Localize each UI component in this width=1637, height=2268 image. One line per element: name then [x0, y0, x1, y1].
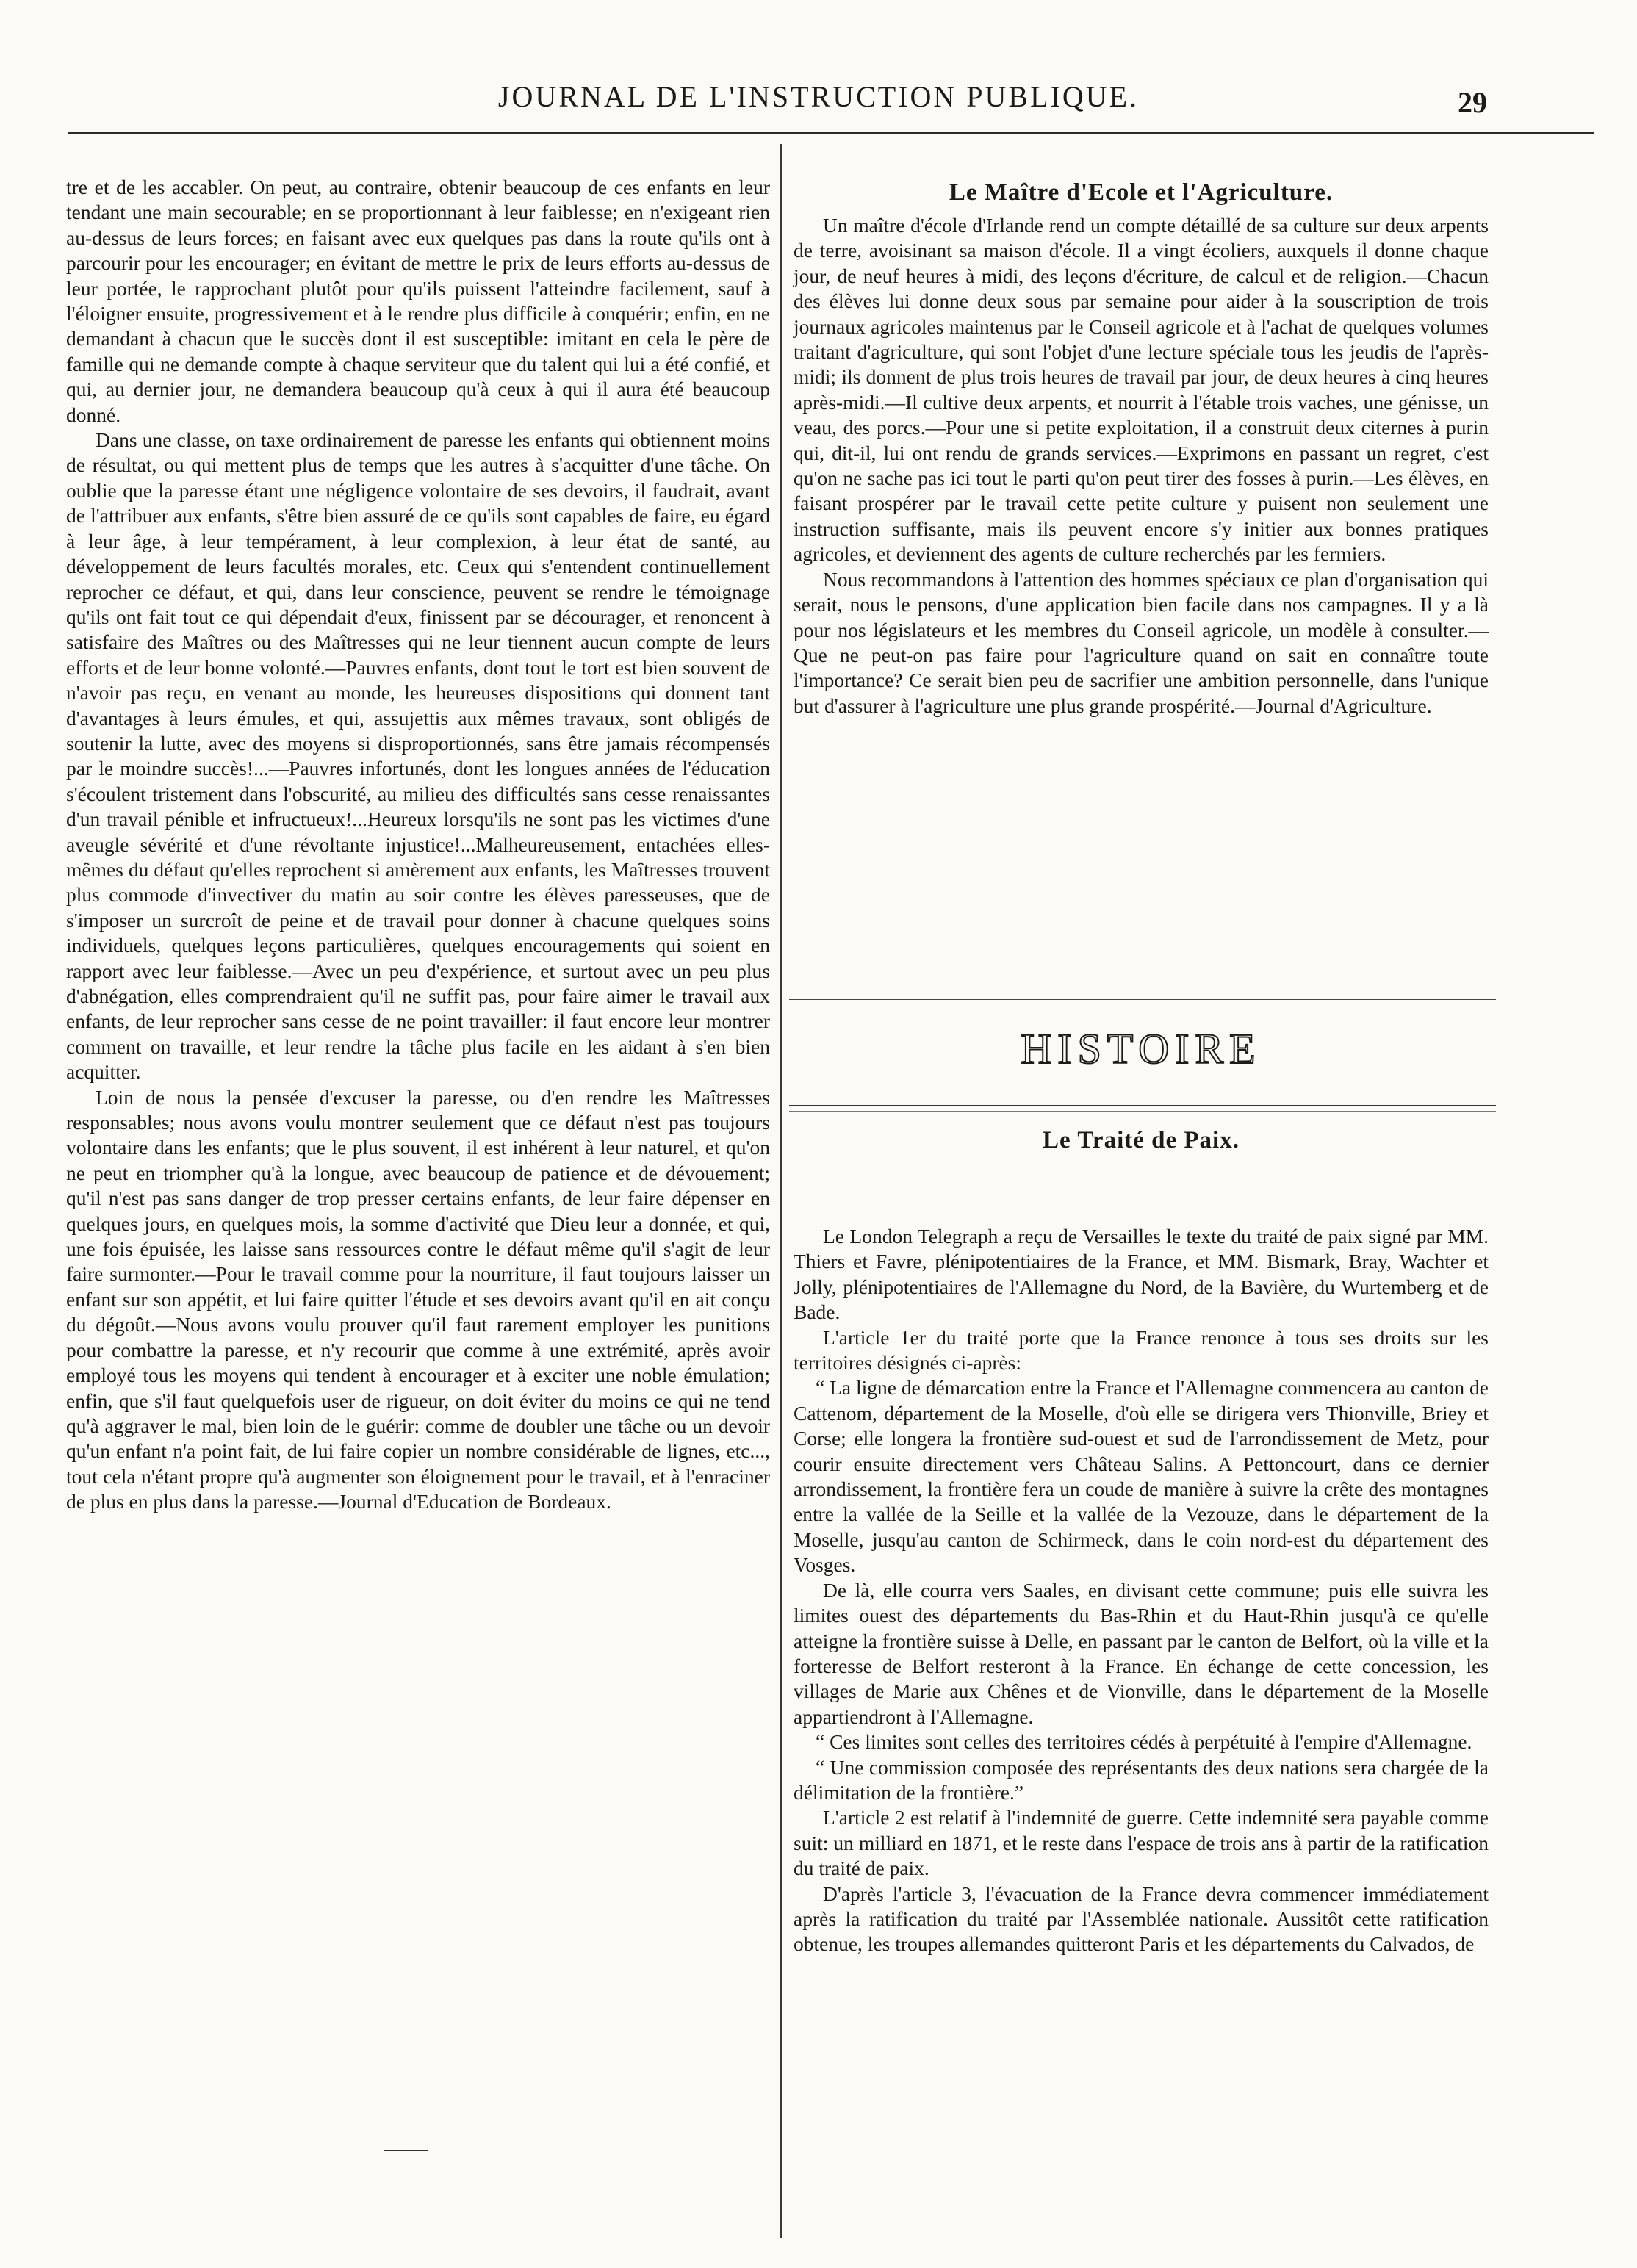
- traite-paragraph-8: D'après l'article 3, l'évacuation de la France devra commencer immédiatement après la ratification du traité par l'Assemblée nationale. Aussitôt cette ratification obtenue, les troupes allemandes quitteront Paris et les départements du Calvados, de: [794, 1882, 1489, 1956]
- column-divider: [780, 144, 782, 2238]
- header-rule: [68, 132, 1594, 134]
- agriculture-article-body: [794, 213, 1489, 719]
- left-paragraph-1: tre et de les accabler. On peut, au contraire, obtenir beaucoup de ces enfants en leur tendant une main secourable; en se proportionnant à leur faiblesse; en n'exigeant rien au-dessus de leurs forces; en faisant avec eux quelques pas dans la route qu'ils ont à parcourir pour les encourager; en évitant de mettre le prix de leurs efforts au-dessus de leur portée, le rapprochant plutôt pour qu'ils puissent l'atteindre facilement, sauf à l'éloigner ensuite, progressivement et à le rendre plus difficile à conquérir; enfin, en ne demandant à chacun que le succès dont il est susceptible: imitant en cela le père de famille qui ne demande compte à chaque serviteur que du talent qui lui a été confié, et qui, au dernier jour, ne demandera beaucoup qu'à ceux à qui il aura été beaucoup donné.: [66, 176, 770, 426]
- traite-paragraph-6: “ Une commission composée des représentants des deux nations sera chargée de la délimitation de la frontière.”: [794, 1755, 1489, 1804]
- traite-paragraph-2: L'article 1er du traité porte que la France renonce à tous ses droits sur les territoires désignés ci-après:: [794, 1325, 1489, 1375]
- traite-article-title: Le Traité de Paix.: [1043, 1127, 1240, 1153]
- page-number: 29: [1458, 86, 1487, 119]
- traite-paragraph-7: L'article 2 est relatif à l'indemnité de guerre. Cette indemnité sera payable comme suit: un milliard en 1871, et le reste dans l'espace de trois ans à partir de la ratification du traité de paix.: [794, 1806, 1489, 1880]
- traite-paragraph-5: “ Ces limites sont celles des territoires cédés à perpétuité à l'empire d'Allemagne.: [816, 1730, 1472, 1754]
- article-end-rule: [384, 2150, 428, 2151]
- left-paragraph-3: Loin de nous la pensée d'excuser la paresse, ou d'en rendre les Maîtresses responsables; nous avons voulu montrer seulement que ce défaut n'est pas toujours volontaire dans les enfants; que le plus souvent, il est inhérent à leur naturel, et qu'on ne peut en triompher qu'à la longue, avec beaucoup de patience et de dévouement; qu'il n'est pas sans danger de trop presser certains enfants, de leur faire dépenser en quelques jours, en quelques mois, la somme d'activité que Dieu leur a donnée, et qui, une fois épuisée, les laisse sans ressources contre le défaut même qu'il s'agit de leur faire surmonter.—Pour le travail comme pour la nourriture, il faut toujours laisser un enfant sur son appétit, et lui faire quitter l'étude et ses devoirs avant qu'il en ait conçu du dégoût.—Nous avons voulu prouver qu'il faut rarement employer les punitions pour combattre la paresse, et n'y recourir que comme à une extrémité, après avoir employé tous les moyens qui tendent à encourager et à exciter une noble émulation; enfin, que s'il faut quelquefois user de rigueur, on doit éviter du moins ce qui ne tend qu'à aggraver le mal, bien loin de le guérir: comme de doubler une tâche ou un devoir qu'un enfant n'a point fait, de lui faire copier un nombre considérable de lignes, etc..., tout cela n'étant propre qu'à augmenter son éloignement pour le travail, et à l'enraciner de plus en plus dans la paresse.—Journal d'Education de Bordeaux.: [66, 1085, 770, 1513]
- agriculture-paragraph-2: Nous recommandons à l'attention des hommes spéciaux ce plan d'organisation qui serait, nous le pensons, d'une application bien facile dans nos campagnes. Il y a là pour nos législateurs et les membres du Conseil agricole, un modèle à consulter.—Que ne peut-on pas faire pour l'agriculture quand on sait en connaître toute l'importance? Ce serait bien peu de sacrifier une ambition personnelle, dans l'unique but d'assurer à l'agriculture une plus grande prospérité.—Journal d'Agriculture.: [794, 567, 1489, 717]
- traite-paragraph-1: Le London Telegraph a reçu de Versailles le texte du traité de paix signé par MM. Thiers et Favre, plénipotentiaires de la France, et MM. Bismark, Bray, Wachter et Jolly, plénipotentiaires de l'Allemagne du Nord, de la Bavière, du Wurtemberg et de Bade.: [794, 1225, 1489, 1324]
- agriculture-article-title: Le Maître d'Ecole et l'Agriculture.: [949, 179, 1334, 206]
- traite-paragraph-3: “ La ligne de démarcation entre la France et l'Allemagne commencera au canton de Cattenom, département de la Moselle, d'où elle se dirigera vers Thionville, Briey et Corse; elle longera la frontière sud-ouest et sud de l'arrondissement de Metz, pour courir ensuite directement vers Château Salins. A Pettoncourt, dans ce dernier arrondissement, la frontière fera un coude de manière à suivre la crête des montagnes entre la vallée de la Seille et la vallée de la Vezouze, dans le département de la Moselle, jusqu'au canton de Schirmeck, dans le coin nord-est du département des Vosges.: [794, 1376, 1489, 1577]
- histoire-rule-thin: [789, 1111, 1496, 1112]
- histoire-rule: [789, 1105, 1496, 1106]
- left-column: [66, 175, 770, 1515]
- histoire-heading: HISTOIRE: [1021, 1025, 1262, 1073]
- agriculture-paragraph-1: Un maître d'école d'Irlande rend un compte détaillé de sa culture sur deux arpents de terre, avoisinant sa maison d'école. Il a vingt écoliers, auxquels il donne chaque jour, de neuf heures à midi, des leçons d'écriture, de calcul et de religion.—Chacun des élèves lui donne deux sous par semaine pour aider à la souscription de trois journaux agricoles maintenus par le Conseil agricole et à l'achat de quelques volumes traitant d'agriculture, qui sont l'objet d'une lecture spéciale tous les jeudis de l'après-midi; ils donnent de plus trois heures de travail par jour, de deux heures à cinq heures après-midi.—Il cultive deux arpents, et nourrit à l'étable trois vaches, une génisse, un veau, des porcs.—Pour une si petite exploitation, il a construit deux citernes à purin qui, dit-il, lui ont rendu de grands services.—Exprimons en passant un regret, c'est qu'on ne sache pas ici tout le parti qu'on peut tirer des fosses à purin.—Les élèves, en faisant prospérer par le travail cette petite culture y puisent non seulement une instruction suffisante, mais ils peuvent encore s'y initier aux bonnes pratiques agricoles, et deviennent des agents de culture recherchés par les fermiers.: [794, 214, 1489, 566]
- traite-article-body: [794, 1224, 1489, 1957]
- left-paragraph-2: Dans une classe, on taxe ordinairement de paresse les enfants qui obtiennent moins de résultat, ou qui mettent plus de temps que les autres à s'acquitter d'une tâche. On oublie que la paresse étant une négligence volontaire de ses devoirs, il faudrait, avant de l'attribuer aux enfants, s'être bien assuré de ce qu'ils sont capables de faire, eu égard à leur âge, à leur tempérament, à leur complexion, à leur état de santé, au développement de leurs facultés morales, etc. Ceux qui s'entendent continuellement reprocher ce défaut, et qui, dans leur conscience, peuvent se rendre le témoignage qu'ils ont fait tout ce qui dépendait d'eux, finissent par se décourager, et renoncent à satisfaire des Maîtres ou des Maîtresses qui ne leur tiennent aucun compte de leurs efforts et de leur bonne volonté.—Pauvres enfants, dont tout le tort est bien souvent de n'avoir pas reçu, en venant au monde, les heureuses dispositions qui donnent tant d'avantages à leurs émules, et qui, assujettis aux mêmes travaux, sont obligés de soutenir la lutte, avec des moyens si disproportionnés, sans être jamais récompensés par le moindre succès!...—Pauvres infortunés, dont les longues années de l'éducation s'écoulent tristement dans l'obscurité, au milieu des difficultés sans cesse renaissantes d'un travail pénible et infructueux!...Heureux lorsqu'ils ne sont pas les victimes d'une aveugle sévérité et d'une révoltante injustice!...Malheureusement, entachées elles-mêmes du défaut qu'elles reprochent si amèrement aux enfants, les Maîtresses trouvent plus commode d'invectiver du matin au soir contre les élèves paresseuses, que de s'imposer un surcroît de peine et de travail pour donner à chacune quelques soins individuels, quelques leçons particulières, quelques encouragements qui soient en rapport avec leur faiblesse.—Avec un peu d'expérience, et surtout avec un peu plus d'abnégation, elles comprendraient qu'il ne suffit pas, pour faire aimer le travail aux enfants, de leur reprocher sans cesse de ne point travailler: il faut encore leur montrer comment on travaille, et leur rendre la tâche plus facile en les aidant à s'en bien acquitter.: [66, 428, 770, 1084]
- traite-paragraph-4: De là, elle courra vers Saales, en divisant cette commune; puis elle suivra les limites ouest des départements du Bas-Rhin et du Haut-Rhin jusqu'à ce qu'elle atteigne la frontière suisse à Delle, en passant par le canton de Belfort, où la ville et la forteresse de Belfort resteront à la France. En échange de cette concession, les villages de Marie aux Chênes et de Vionville, dans le département de la Moselle appartiendront à l'Allemagne.: [794, 1578, 1489, 1728]
- journal-title: JOURNAL DE L'INSTRUCTION PUBLIQUE.: [497, 80, 1140, 113]
- section-separator: [789, 999, 1496, 1001]
